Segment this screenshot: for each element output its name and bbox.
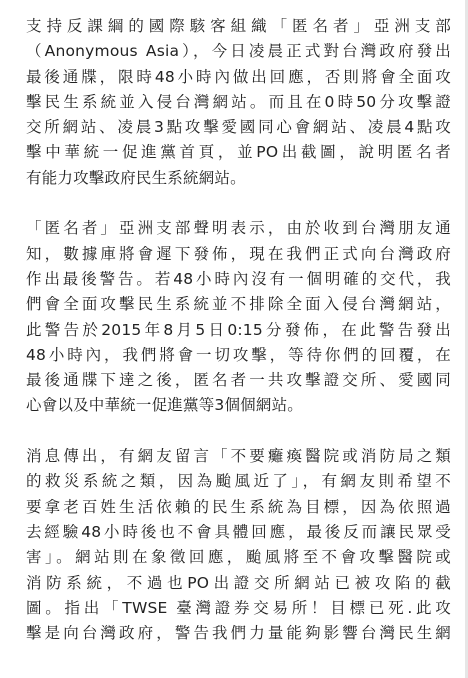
text-line: 圖。指出「TWSE 臺灣證券交易所！目標已死.此攻 <box>26 598 451 617</box>
text-line: 有能力攻擊政府民生系統網站。 <box>26 168 246 187</box>
text-line: 知，數據庫將會遲下發佈，現在我們正式向台灣政府 <box>26 244 451 263</box>
text-line: 最後通牒下達之後，匿名者一共攻擊證交所、愛國同 <box>26 371 451 390</box>
text-line: 48小時內，我們將會一切攻擊，等待你們的回覆，在 <box>26 345 451 364</box>
text-line: （Anonymous Asia），今日凌晨正式對台灣政府發出 <box>26 42 451 61</box>
paragraph-1 <box>26 14 451 191</box>
text-line: 要拿老百姓生活依賴的民生系統為目標，因為依照過 <box>26 497 451 516</box>
text-line: 擊是向台灣政府，警告我們力量能夠影響台灣民生網 <box>26 624 451 643</box>
text-line: 去經驗48小時後也不會具體回應，最後反而讓民眾受 <box>26 522 451 541</box>
text-line: 此警告於2015年8月5日0:15分發佈，在此警告發出 <box>26 320 451 339</box>
text-line: 消防系統，不過也PO出證交所網站已被攻陷的截 <box>26 573 451 592</box>
text-line: 交所網站、凌晨3點攻擊愛國同心會網站、凌晨4點攻 <box>26 118 451 137</box>
text-line: 支持反課綱的國際駭客組織「匿名者」亞洲支部 <box>26 17 451 35</box>
text-line: 「匿名者」亞洲支部聲明表示，由於收到台灣朋友通 <box>26 219 451 238</box>
paragraph-2 <box>26 216 451 418</box>
text-line: 的救災系統之類，因為颱風近了」，有網友則希望不 <box>26 472 451 491</box>
text-line: 們會全面攻擊民生系統並不排除全面入侵台灣網站， <box>26 295 451 314</box>
text-line: 最後通牒，限時48小時內做出回應，否則將會全面攻 <box>26 67 451 86</box>
paragraph-3 <box>26 444 451 646</box>
text-line: 作出最後警告。若48小時內沒有一個明確的交代，我 <box>26 269 451 288</box>
text-line: 擊中華統一促進黨首頁，並PO出截圖，說明匿名者 <box>26 143 451 162</box>
text-line: 擊民生系統並入侵台灣網站。而且在0時50分攻擊證 <box>26 92 451 111</box>
text-line: 心會以及中華統一促進黨等3個個網站。 <box>26 396 303 415</box>
text-line: 消息傳出，有網友留言「不要癱瘓醫院或消防局之類 <box>26 447 451 466</box>
article-body <box>26 14 451 672</box>
text-line: 害」。網站則在象徵回應，颱風將至不會攻擊醫院或 <box>26 548 451 567</box>
